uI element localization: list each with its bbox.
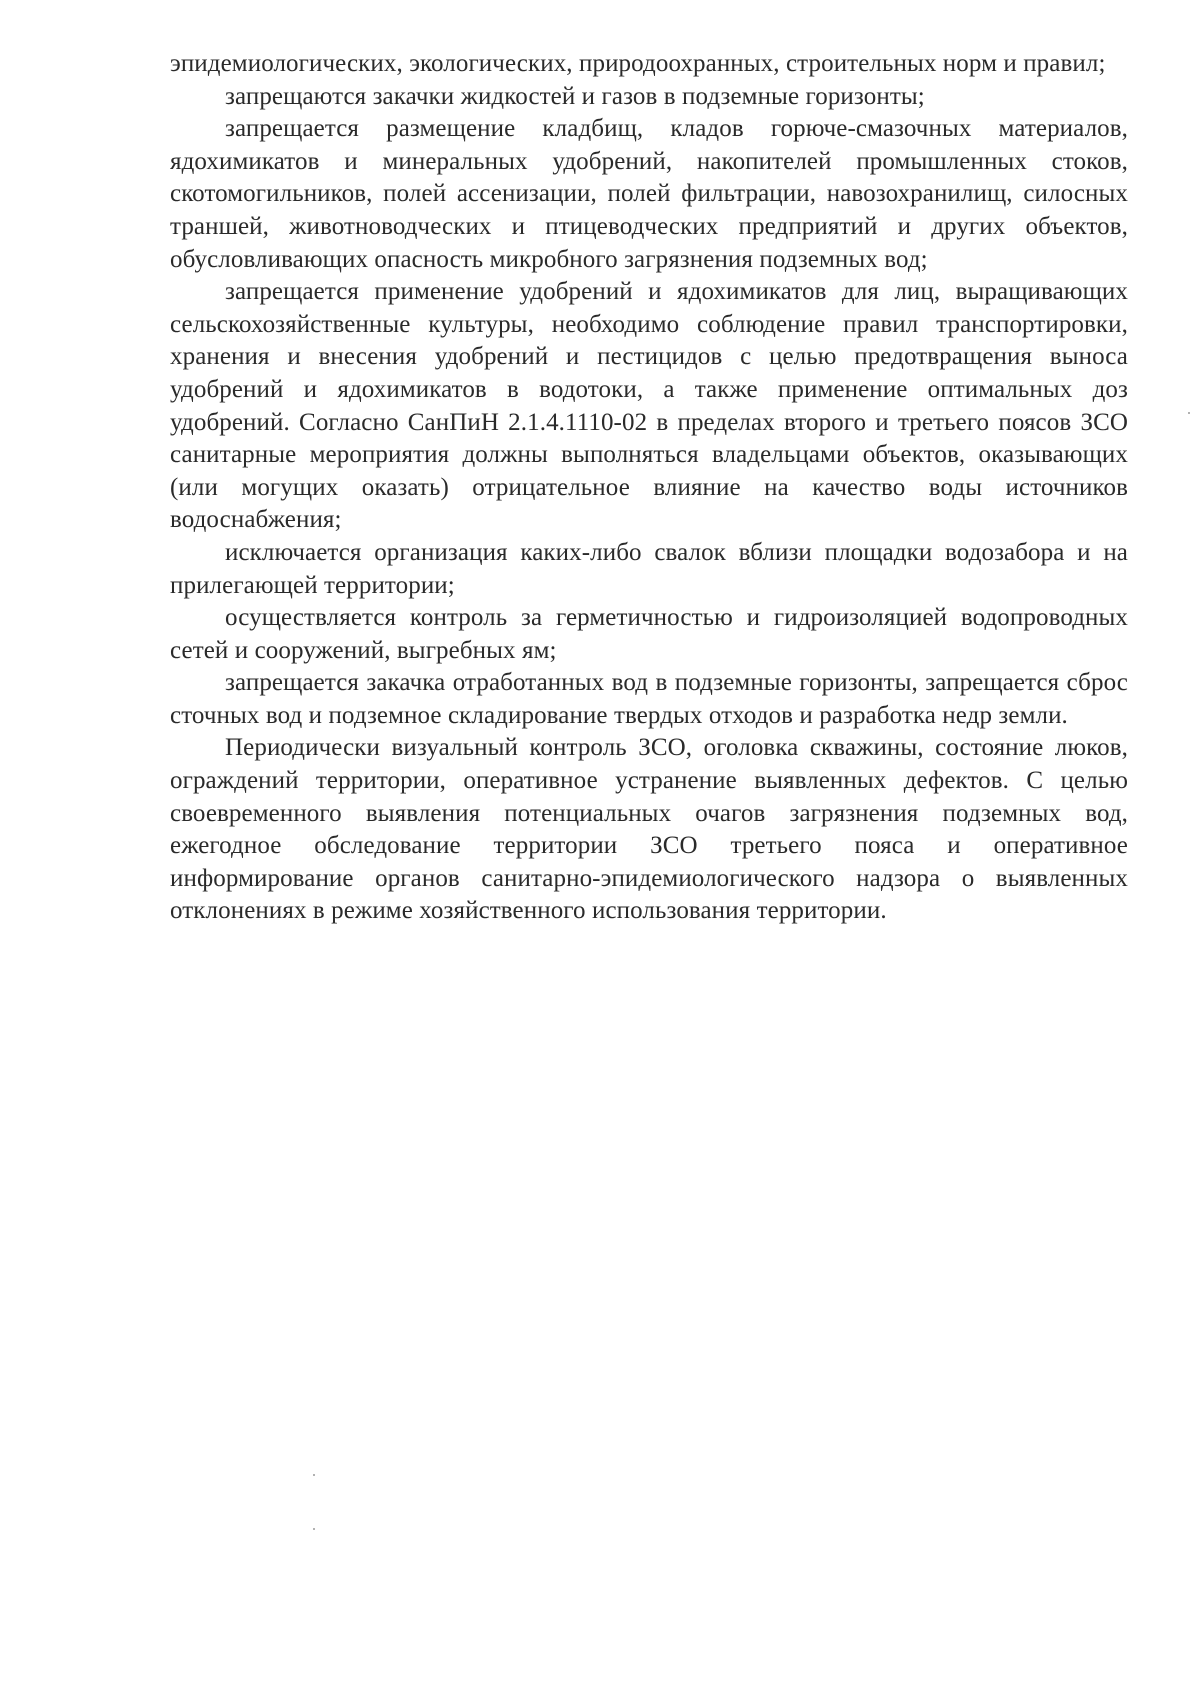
- scan-speck: [1188, 412, 1190, 414]
- paragraph-wastewater-ban: запрещается закачка отработанных вод в подземные горизонты, запрещается сброс сточных вод и подземное складирование твердых отходов и разработка недр земли.: [170, 669, 1128, 729]
- paragraph-continuation: эпидемиологических, экологических, природоохранных, строительных норм и правил;: [170, 50, 1106, 77]
- paragraph-network-control: осуществляется контроль за герметичностью и гидроизоляцией водопроводных сетей и сооружений, выгребных ям;: [170, 604, 1128, 664]
- paragraph-injection-ban: запрещаются закачки жидкостей и газов в подземные горизонты;: [225, 82, 925, 110]
- scan-speck: [313, 1474, 315, 1476]
- paragraph-fertilizer-ban: запрещается применение удобрений и ядохимикатов для лиц, выращивающих сельскохозяйственные культуры, необходимо соблюдение правил транспортировки, хранения и внесения удобрений и пестицидов с целью предотвращения выноса удобрений и ядохимикатов в водотоки, а также применение оптимальных доз удобрений. Согласно СанПиН 2.1.4.1110-02 в пределах второго и третьего поясов ЗСО санитарные мероприятия должны выполняться владельцами объектов, оказывающих (или могущих оказать) отрицательное влияние на качество воды источников водоснабжения;: [170, 278, 1128, 534]
- paragraph-dump-exclusion: исключается организация каких-либо свалок вблизи площадки водозабора и на прилегающей территории;: [170, 538, 1128, 599]
- paragraph-placement-ban: запрещается размещение кладбищ, кладов горюче-смазочных материалов, ядохимикатов и минеральных удобрений, накопителей промышленных стоков, скотомогильников, полей ассенизации, полей фильтрации, навозохранилищ, силосных траншей, животноводческих и птицеводческих предприятий и других объектов, обусловливающих опасность микробного загрязнения подземных вод;: [170, 115, 1128, 273]
- document-body: [170, 48, 1128, 928]
- paragraph-periodic-control: Периодически визуальный контроль ЗСО, оголовка скважины, состояние люков, ограждений территории, оперативное устранение выявленных дефектов. С целью своевременного выявления потенциальных очагов загрязнения подземных вод, ежегодное обследование территории ЗСО третьего пояса и оперативное информирование органов санитарно-эпидемиологического надзора о выявленных отклонениях в режиме хозяйственного использования территории.: [170, 734, 1128, 925]
- scan-speck: [313, 1528, 315, 1530]
